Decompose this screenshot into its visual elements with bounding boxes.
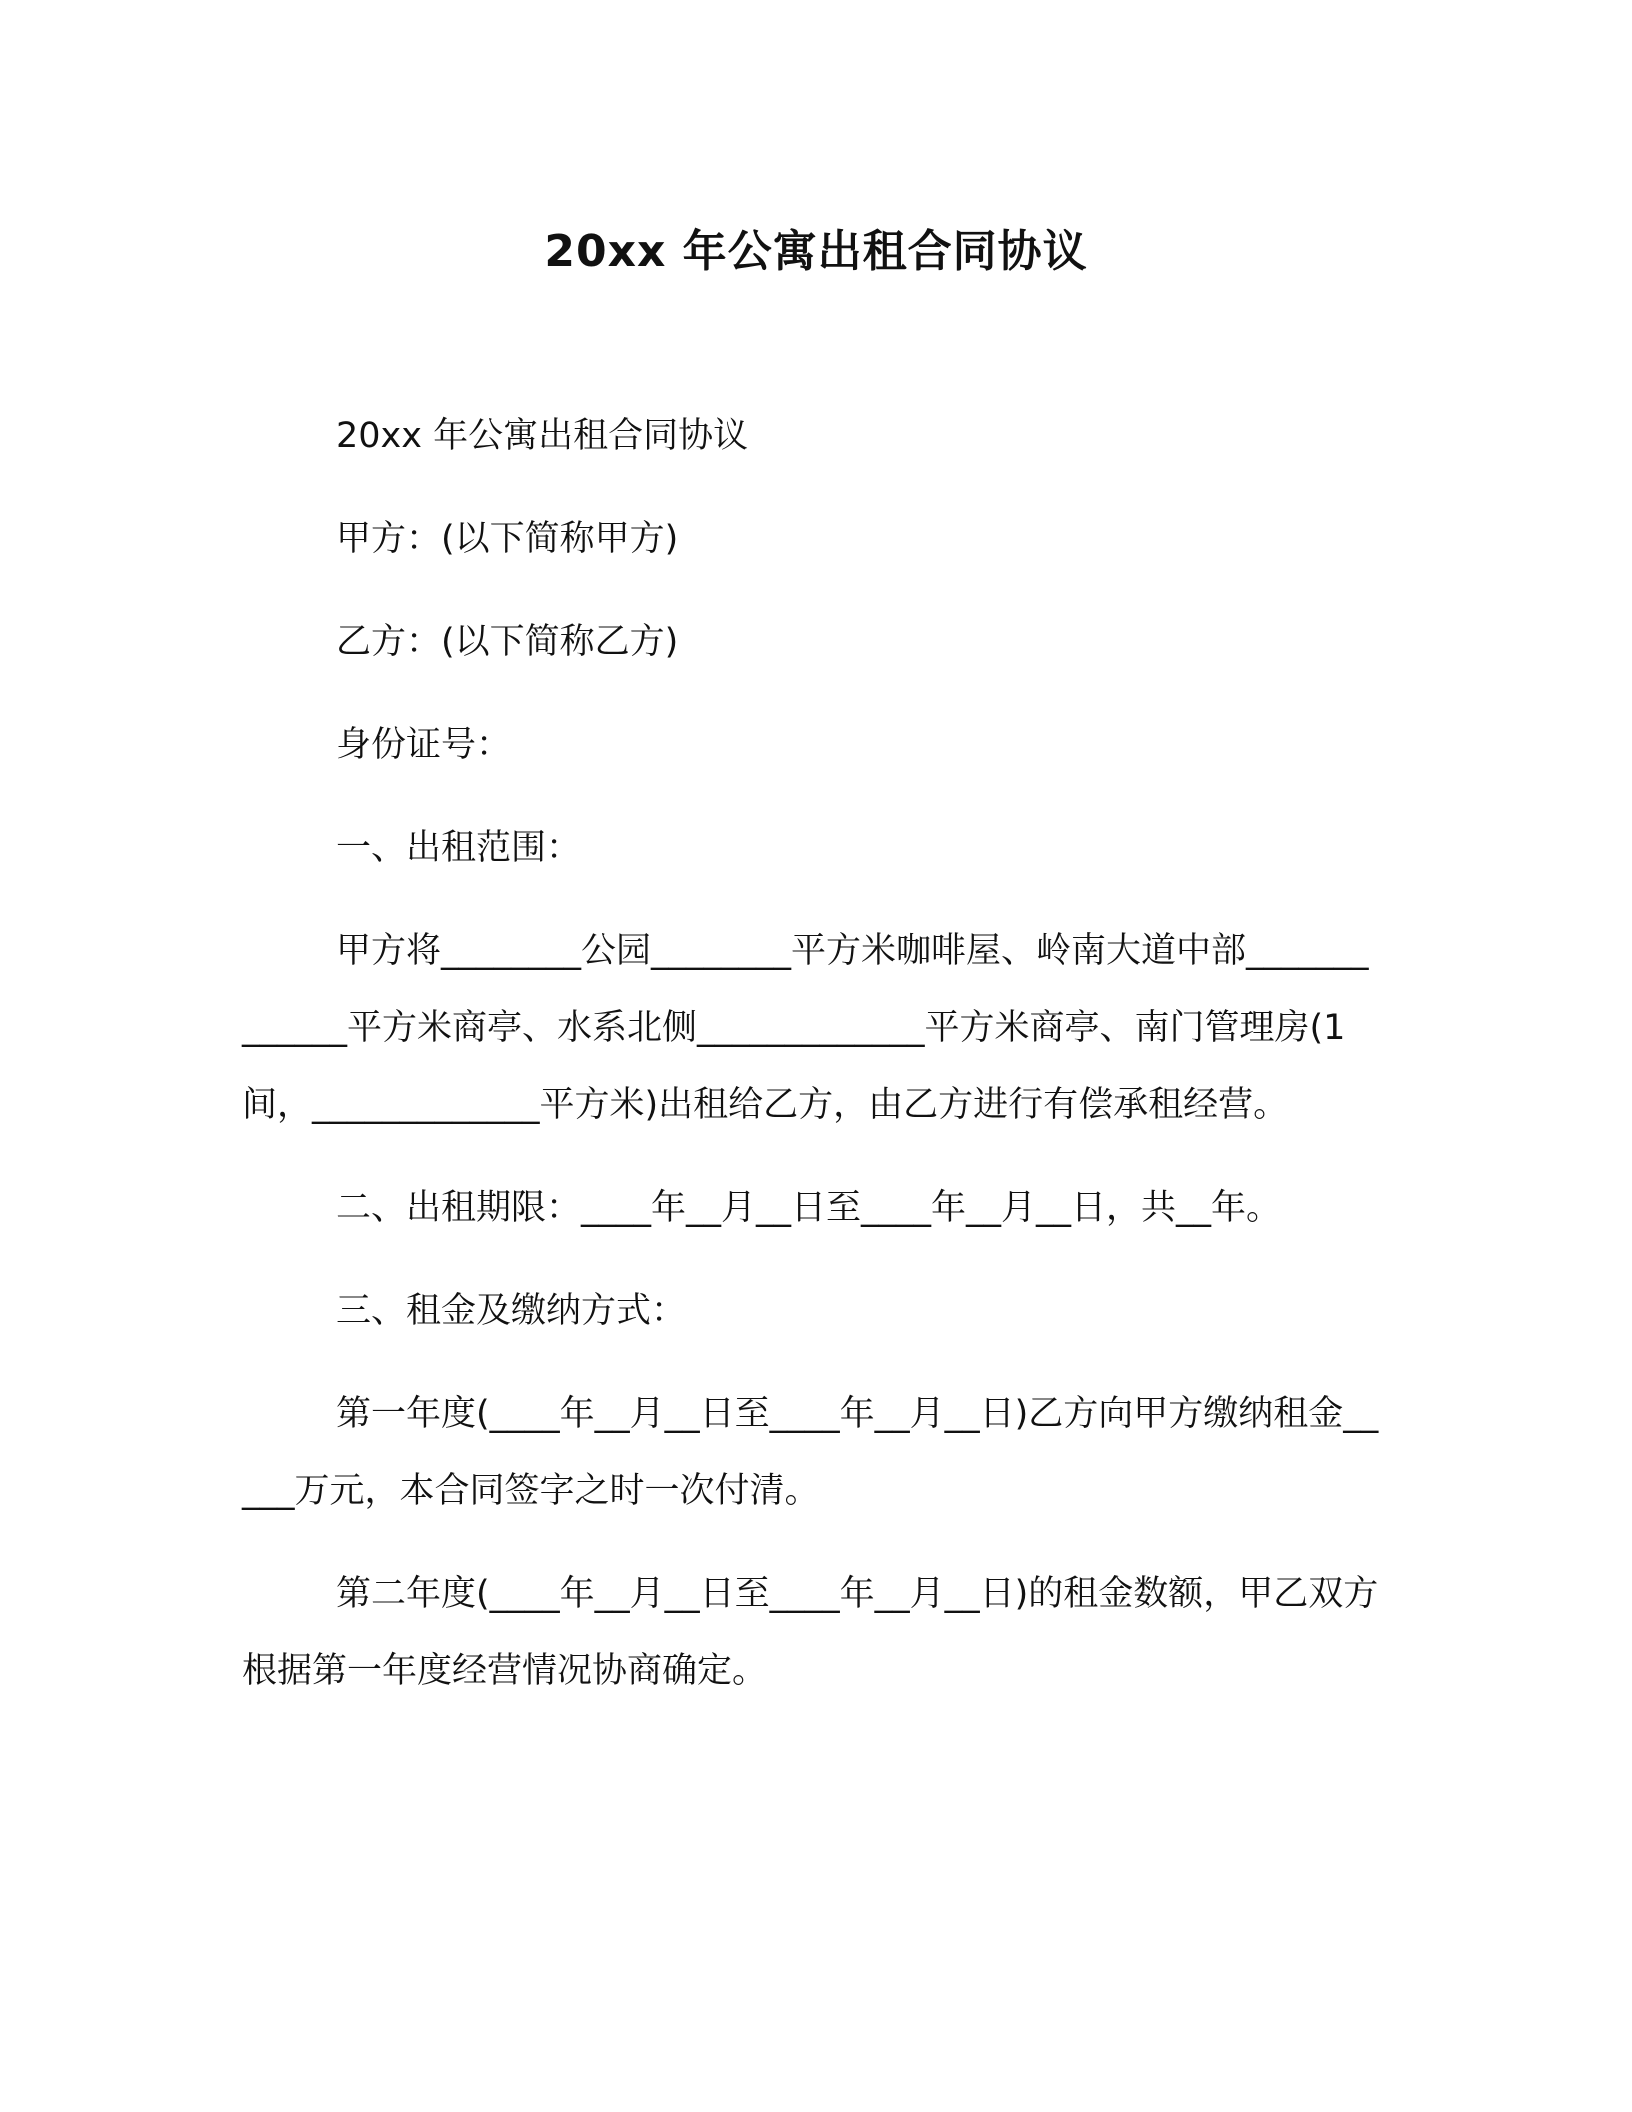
paragraph-rental-term: 二、出租期限：____年__月__日至____年__月__日，共__年。 bbox=[336, 1188, 1282, 1228]
paragraph-id-number: 身份证号： bbox=[336, 725, 512, 765]
paragraph-second-year-rent: 第二年度(____年__月__日至____年__月__日)的租金数额，甲乙双方根据第一年度经营情况协商确定。 bbox=[242, 1574, 1379, 1691]
document-body bbox=[242, 398, 1382, 1736]
paragraph-party-b: 乙方：(以下简称乙方) bbox=[336, 622, 679, 662]
paragraph-rental-scope: 甲方将________公园________平方米咖啡屋、岭南大道中部_____________平方米商亭、水系北侧_____________平方米商亭、南门管理房(1 间，_____________平方米)出租给乙方，由乙方进行有偿承租经营。 bbox=[242, 931, 1369, 1125]
paragraph-first-year-rent: 第一年度(____年__月__日至____年__月__日)乙方向甲方缴纳租金_____万元，本合同签字之时一次付清。 bbox=[242, 1394, 1379, 1511]
document-title: 20xx 年公寓出租合同协议 bbox=[544, 226, 1088, 277]
section-heading-rental-scope: 一、出租范围： bbox=[336, 828, 582, 868]
paragraph-subtitle: 20xx 年公寓出租合同协议 bbox=[336, 416, 749, 456]
section-heading-rent-payment: 三、租金及缴纳方式： bbox=[336, 1291, 687, 1331]
paragraph-party-a: 甲方：(以下简称甲方) bbox=[336, 519, 679, 559]
